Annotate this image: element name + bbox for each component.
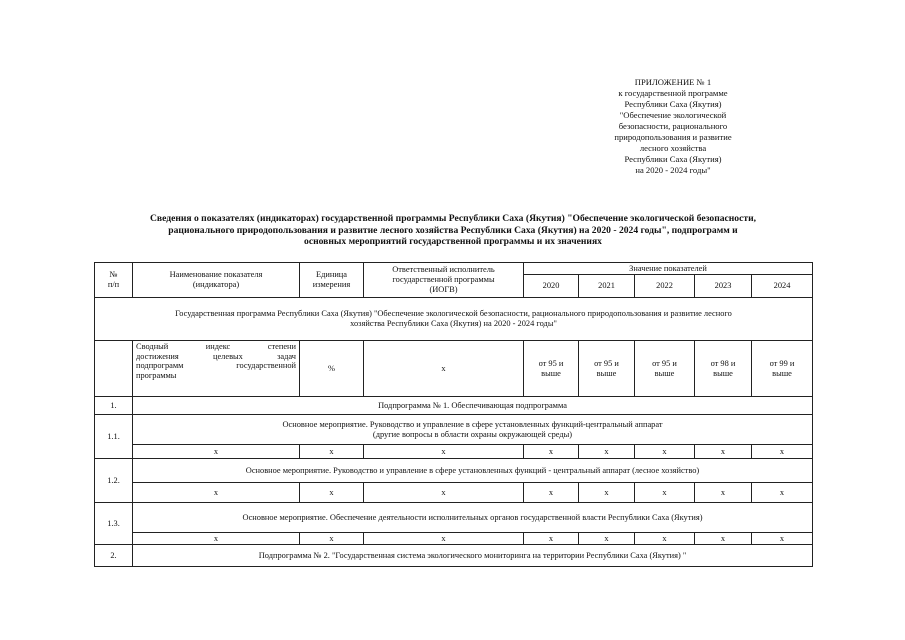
x-cell: x <box>695 483 752 503</box>
indicator-name-cell <box>133 341 300 397</box>
x-cell: x <box>635 445 695 459</box>
x-cell: x <box>579 483 635 503</box>
appendix-line: безопасности, рационального <box>618 121 728 131</box>
indicator-name-line: достижения целевых задач <box>136 351 296 361</box>
header-year: 2022 <box>635 275 695 298</box>
header-name-cell <box>133 263 300 298</box>
indicator-responsible-cell: x <box>364 341 524 397</box>
appendix-note <box>588 77 758 176</box>
header-responsible-line: Ответственный исполнитель <box>392 265 495 274</box>
x-cell: x <box>695 533 752 545</box>
header-responsible-line: государственной программы <box>392 275 495 284</box>
x-cell: x <box>300 533 364 545</box>
indicator-value-line: от 99 и <box>769 358 795 368</box>
appendix-line: природопользования и развитие <box>614 132 732 142</box>
header-num-line: п/п <box>107 280 120 289</box>
appendix-line: "Обеспечение экологической <box>619 110 727 120</box>
x-cell: x <box>752 483 813 503</box>
header-year: 2023 <box>695 275 752 298</box>
row-text: Основное мероприятие. Руководство и управление в сфере установленных функций - центральный аппарат (лесное хозяйство) <box>133 459 813 483</box>
appendix-line: на 2020 - 2024 годы" <box>635 165 711 175</box>
x-row <box>95 445 813 459</box>
x-cell: x <box>364 533 524 545</box>
indicator-value-line: выше <box>713 368 733 378</box>
indicator-value-cell <box>579 341 635 397</box>
x-cell: x <box>579 445 635 459</box>
header-row-1 <box>95 263 813 275</box>
row-num: 1.2. <box>95 459 133 503</box>
row-text-line: Основное мероприятие. Руководство и управление в сфере установленных функций-центральный аппарат <box>282 419 663 429</box>
program-title-line: хозяйства Республики Саха (Якутия) на 2020 - 2024 годы" <box>350 319 557 328</box>
x-row <box>95 533 813 545</box>
indicator-value-line: выше <box>541 368 561 378</box>
indicator-value-line: от 95 и <box>594 358 619 368</box>
title-line: Сведения о показателях (индикаторах) государственной программы Республики Саха (Якутия) "Обеспечение экологической безопасности, <box>149 213 757 224</box>
x-cell: x <box>133 445 300 459</box>
program-title-cell <box>95 298 813 341</box>
appendix-line: к государственной программе <box>618 88 728 98</box>
header-responsible-line: (ИОГВ) <box>429 285 458 294</box>
x-cell: x <box>133 533 300 545</box>
indicator-name-line: подпрограмм государственной <box>136 361 296 371</box>
indicator-value-line: выше <box>654 368 675 378</box>
x-cell: x <box>579 533 635 545</box>
row-text <box>133 415 813 445</box>
x-cell: x <box>364 483 524 503</box>
header-unit-line: измерения <box>312 280 351 289</box>
document-title <box>92 213 814 248</box>
row-num: 1.1. <box>95 415 133 459</box>
indicator-row <box>95 341 813 397</box>
x-cell: x <box>635 533 695 545</box>
appendix-line: Республики Саха (Якутия) <box>624 99 722 109</box>
title-line: основных мероприятий государственной программы и их значениях <box>304 236 602 247</box>
table-row <box>95 545 813 567</box>
row-num: 1.3. <box>95 503 133 545</box>
row-text: Основное мероприятие. Обеспечение деятельности исполнительных органов государственной власти Республики Саха (Якутия) <box>133 503 813 533</box>
x-cell: x <box>695 445 752 459</box>
x-cell: x <box>133 483 300 503</box>
appendix-line: ПРИЛОЖЕНИЕ № 1 <box>634 77 712 87</box>
header-name-line: (индикатора) <box>192 280 240 289</box>
indicator-value-cell <box>752 341 813 397</box>
header-num-line: № <box>109 270 118 279</box>
row-text: Подпрограмма № 1. Обеспечивающая подпрограмма <box>133 397 813 415</box>
indicator-unit-cell: % <box>300 341 364 397</box>
indicator-value-line: выше <box>596 368 617 378</box>
indicator-value-line: от 98 и <box>710 358 736 368</box>
indicator-value-cell <box>635 341 695 397</box>
x-row <box>95 483 813 503</box>
table-row <box>95 397 813 415</box>
indicators-table <box>94 262 813 567</box>
table-row <box>95 415 813 445</box>
header-unit-cell <box>300 263 364 298</box>
indicator-name-line: программы <box>136 370 177 380</box>
indicator-num-cell <box>95 341 133 397</box>
header-year: 2021 <box>579 275 635 298</box>
header-year: 2024 <box>752 275 813 298</box>
x-cell: x <box>635 483 695 503</box>
row-text: Подпрограмма № 2. "Государственная система экологического мониторинга на территории Республики Саха (Якутия) " <box>133 545 813 567</box>
header-num-cell <box>95 263 133 298</box>
title-line: рационального природопользования и развитие лесного хозяйства Республики Саха (Якутия) на 2020 - 2024 годы", подпрограмм и <box>168 224 738 236</box>
table-row <box>95 459 813 483</box>
header-year: 2020 <box>524 275 579 298</box>
x-cell: x <box>524 483 579 503</box>
x-cell: x <box>524 533 579 545</box>
header-unit-line: Единица <box>315 270 348 279</box>
indicator-value-line: от 95 и <box>652 358 677 368</box>
x-cell: x <box>300 483 364 503</box>
table-row <box>95 503 813 533</box>
indicator-name-line: Сводный индекс степени <box>136 342 296 351</box>
indicator-value-line: выше <box>772 368 792 378</box>
indicator-value-cell <box>524 341 579 397</box>
indicator-value-line: от 95 и <box>538 358 564 368</box>
header-responsible-cell <box>364 263 524 298</box>
indicator-value-cell <box>695 341 752 397</box>
appendix-line: лесного хозяйства <box>639 143 707 153</box>
row-text-line: (другие вопросы в области охраны окружающей среды) <box>372 429 573 439</box>
x-cell: x <box>300 445 364 459</box>
x-cell: x <box>752 445 813 459</box>
x-cell: x <box>752 533 813 545</box>
x-cell: x <box>524 445 579 459</box>
appendix-line: Республики Саха (Якутия) <box>624 154 722 164</box>
row-num: 2. <box>95 545 133 567</box>
x-cell: x <box>364 445 524 459</box>
program-title-row <box>95 298 813 341</box>
row-num: 1. <box>95 397 133 415</box>
header-values-group: Значение показателей <box>524 263 813 275</box>
header-name-line: Наименование показателя <box>169 270 263 279</box>
program-title-line: Государственная программа Республики Саха (Якутия) "Обеспечение экологической безопасности, рационального природопользования и развитие лесного <box>175 309 732 318</box>
